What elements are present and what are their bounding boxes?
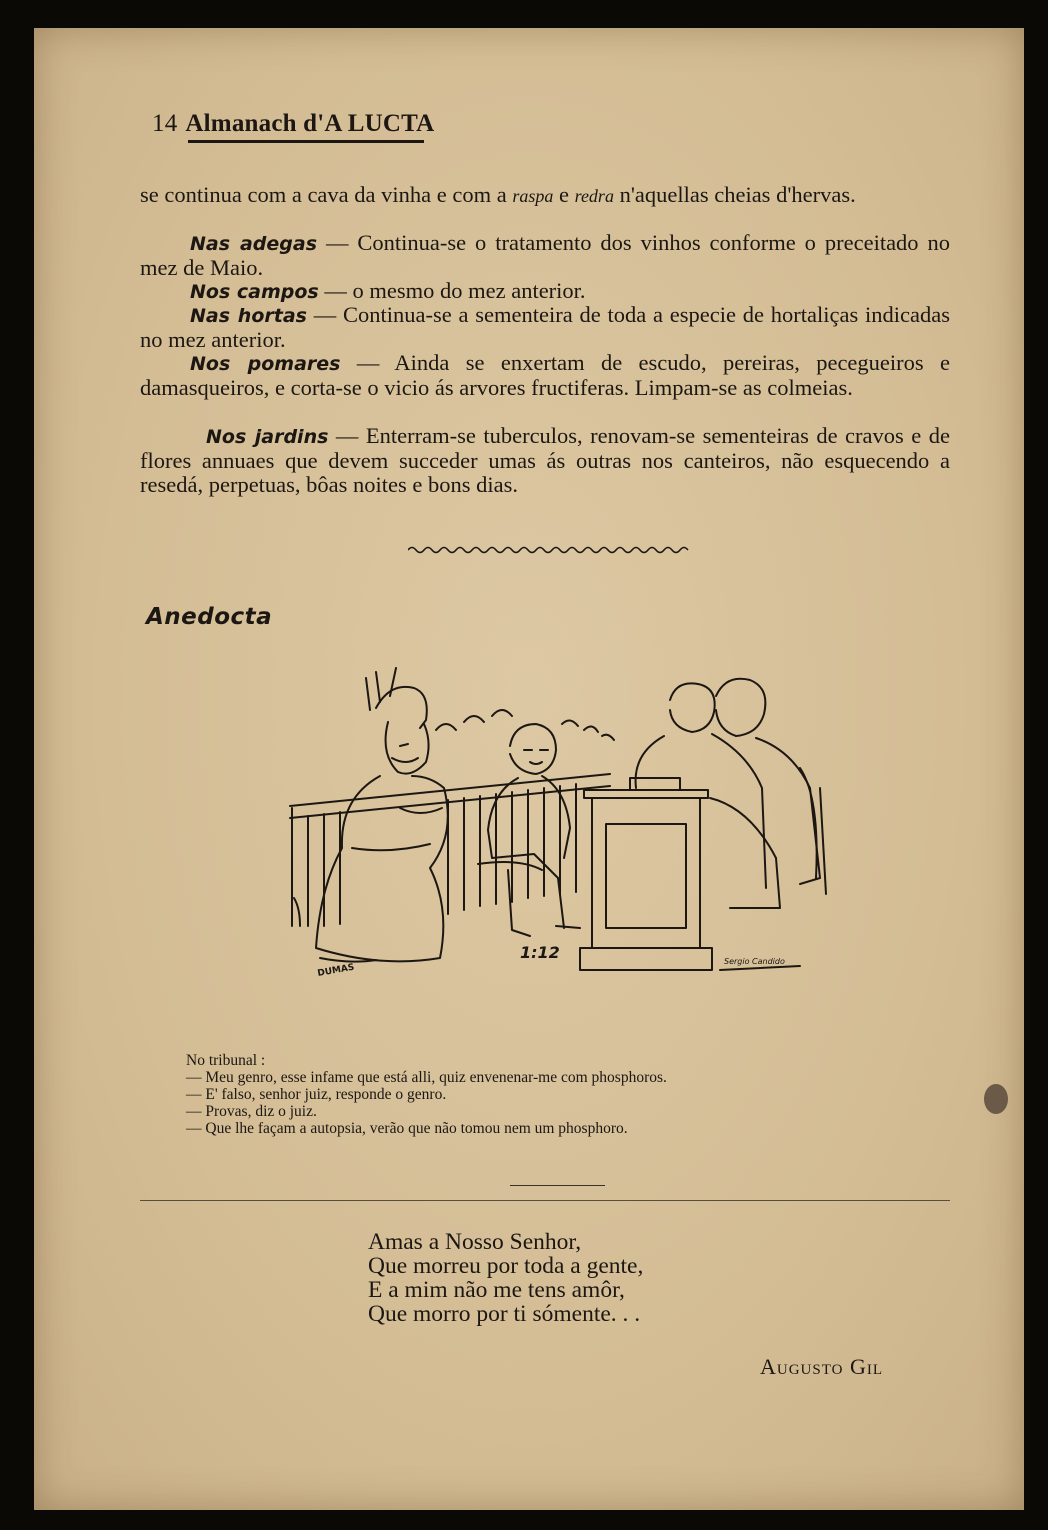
poem-line: Amas a Nosso Senhor, bbox=[368, 1229, 582, 1255]
paragraph-text: — Enterram-se tuberculos, renovam-se sementeiras de cravos e de flores annuaes que devem succeder umas ás outras nos canteiros, não esquecendo a resedá, perpetuas, bôas noites e bons dias. bbox=[140, 423, 950, 497]
page-number: 14 bbox=[152, 110, 178, 137]
paragraph-text: — Continua-se o tratamento dos vinhos conforme o preceitado no mez de Maio. bbox=[140, 230, 950, 280]
paragraph-label: Nos pomares bbox=[190, 353, 341, 375]
anecdote-line: No tribunal : bbox=[186, 1052, 266, 1069]
header-underline bbox=[188, 140, 424, 143]
paragraph-adegas bbox=[140, 231, 950, 280]
paragraph-text: n'aquellas cheias d'hervas. bbox=[613, 182, 856, 207]
page-header bbox=[152, 110, 434, 138]
page-stain bbox=[984, 1084, 1008, 1114]
short-divider bbox=[510, 1185, 605, 1186]
section-title: Anedocta bbox=[146, 604, 273, 630]
paragraph-text: — Ainda se enxertam de escudo, pereiras, pecegueiros e damasqueiros, e corta-se o vicio ás arvores fructiferas. Limpam-se as colmeias. bbox=[140, 350, 950, 400]
paragraph-text: se continua com a cava da vinha e com a bbox=[140, 182, 513, 207]
paragraph-jardins bbox=[140, 424, 950, 497]
paragraph-pomares bbox=[140, 351, 950, 400]
poem-line: Que morreu por toda a gente, bbox=[368, 1253, 644, 1279]
long-divider bbox=[140, 1200, 950, 1201]
paragraph-label: Nas adegas bbox=[190, 233, 317, 255]
paragraph-label: Nas hortas bbox=[190, 305, 307, 327]
artist-signature-left: DUMAS bbox=[316, 962, 356, 979]
paragraph-vinha bbox=[140, 183, 950, 208]
paragraph-label: Nos campos bbox=[190, 281, 319, 303]
anecdote-line: — Que lhe façam a autopsia, verão que não tomou nem um phosphoro. bbox=[186, 1120, 628, 1137]
paragraph-text: e bbox=[553, 182, 575, 207]
courtroom-illustration bbox=[280, 658, 840, 1012]
italic-term-raspa: raspa bbox=[512, 186, 554, 206]
anecdote-line: — Provas, diz o juiz. bbox=[186, 1103, 317, 1120]
paragraph-text: — o mesmo do mez anterior. bbox=[318, 278, 586, 303]
poem bbox=[368, 1230, 643, 1326]
anecdote-line: — Meu genro, esse infame que está alli, quiz envenenar-me com phosphoros. bbox=[186, 1069, 667, 1086]
paragraph-label: Nos jardins bbox=[206, 426, 329, 448]
poem-line: Que morro por ti sómente. . . bbox=[368, 1301, 641, 1327]
almanac-page bbox=[34, 28, 1024, 1510]
italic-term-redra: redra bbox=[574, 186, 614, 206]
page-header-title: Almanach d'A LUCTA bbox=[185, 110, 435, 137]
poem-author: Augusto Gil bbox=[760, 1354, 883, 1379]
paragraph-hortas bbox=[140, 303, 950, 352]
paragraph-campos bbox=[140, 279, 950, 304]
paragraph-text: — Continua-se a sementeira de toda a especie de hortaliças indicadas no mez anterior. bbox=[140, 302, 951, 352]
illustration-mark: 1:12 bbox=[520, 943, 560, 962]
artist-signature-right: Sergio Candido bbox=[724, 957, 785, 966]
wavy-divider bbox=[408, 544, 694, 556]
anecdote-text bbox=[186, 1052, 886, 1137]
poem-line: E a mim não me tens amôr, bbox=[368, 1277, 625, 1303]
anecdote-line: — E' falso, senhor juiz, responde o genro. bbox=[186, 1086, 447, 1103]
